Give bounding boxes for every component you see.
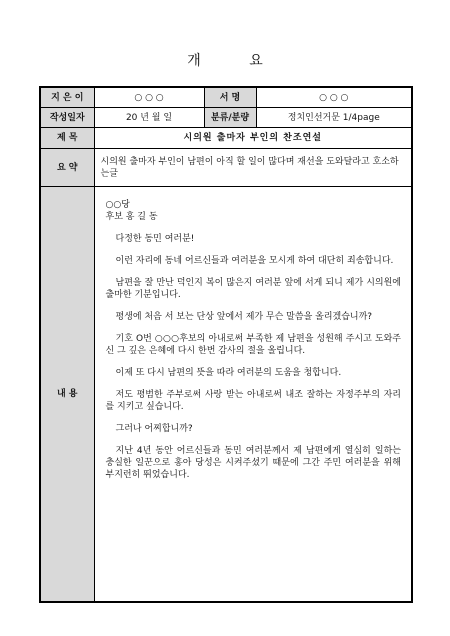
book-title-label: 서 명 xyxy=(204,87,256,108)
author-label: 지 은 이 xyxy=(40,87,94,108)
date-value: 20 년 월 일 xyxy=(94,108,204,128)
date-label: 작성일자 xyxy=(40,108,94,128)
document-title: 개 요 xyxy=(187,53,285,69)
subject-label: 제 목 xyxy=(40,128,94,149)
speech-paragraph: 저도 평범한 주부로써 사랑 받는 아내로써 내조 잘하는 자정주부의 자리를 지키고 싶습니다. xyxy=(105,390,401,412)
speech-paragraph: 그러나 어찌합니까? xyxy=(115,424,193,434)
speech-paragraph: 이런 자리에 동네 어르신들과 여러분을 모시게 하여 대단히 죄송합니다. xyxy=(115,256,394,266)
speech-paragraph: 평생에 처음 서 보는 단상 앞에서 제가 무슨 말씀을 올리겠습니까? xyxy=(115,312,373,322)
summary-label: 요 약 xyxy=(40,149,94,187)
speech-paragraph: 이제 또 다시 남편의 뜻을 따라 여러분의 도움을 청합니다. xyxy=(115,368,342,378)
speech-paragraph: 기호 O번 ○○○후보의 아내로써 부족한 제 남편을 성원해 주시고 도와주신 그 깊은 은혜에 다시 한번 감사의 절을 올립니다. xyxy=(105,334,401,356)
category-value: 정치인선거문 1/4page xyxy=(256,108,412,128)
content-label: 내 용 xyxy=(40,187,94,603)
party-line: ○○당 xyxy=(105,200,130,210)
subject-value: 시의원 출마자 부인의 찬조연설 xyxy=(94,128,412,149)
candidate-line: 후보 홍 길 동 xyxy=(105,212,158,222)
speech-paragraph: 남편을 잘 만난 덕인지 복이 많은지 여러분 앞에 서게 되니 제가 시의원에 출마한 기분입니다. xyxy=(105,278,401,300)
author-value: ○ ○ ○ xyxy=(94,87,204,108)
speech-paragraph: 지난 4년 동안 어르신들과 동민 여러분께서 제 남편에게 열심히 일하는 충실한 일꾼으로 홍아 당성은 시켜주셨기 때문에 그간 주민 여러분을 위해 부지런히 뛰었습니다. xyxy=(105,446,401,480)
content-body xyxy=(94,187,412,603)
book-title-value: ○ ○ ○ xyxy=(256,87,412,108)
speech-paragraph: 다정한 동민 여러분! xyxy=(115,234,195,244)
overview-form xyxy=(39,86,413,603)
category-label: 분류/분량 xyxy=(204,108,256,128)
summary-value: 시의원 출마자 부인이 남편이 아직 할 일이 많다며 재선을 도와달라고 호소하는글 xyxy=(94,149,412,187)
